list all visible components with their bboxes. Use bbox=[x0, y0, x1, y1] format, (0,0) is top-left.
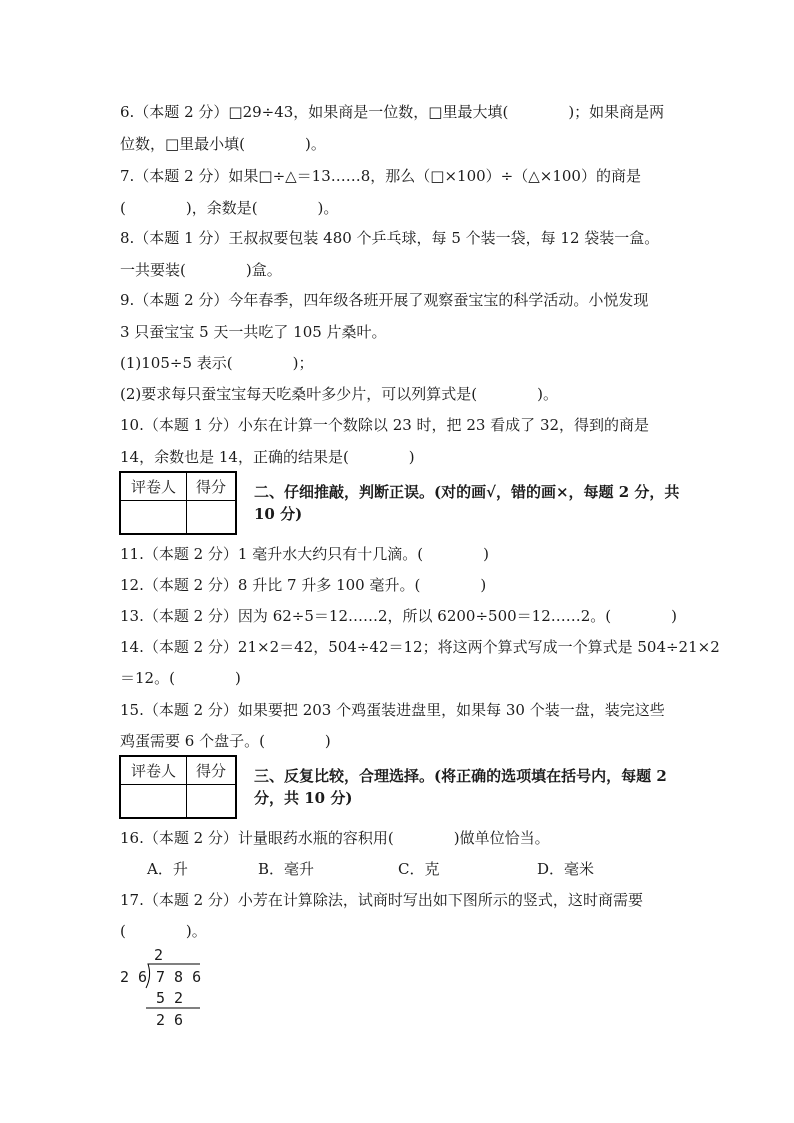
section-title-3: 三、反复比较，合理选择。(将正确的选项填在括号内，每题 2 分，共 10 分) bbox=[254, 767, 667, 807]
reviewer-label: 评卷人 bbox=[121, 757, 187, 785]
question-line: 10.（本题 1 分）小东在计算一个数除以 23 时，把 23 看成了 32，得到的商是 bbox=[120, 416, 650, 434]
question-line: 位数，□里最小填( )。 bbox=[120, 135, 326, 153]
divisor: 2 6 bbox=[120, 968, 148, 986]
reviewer-cell[interactable] bbox=[121, 501, 187, 533]
product: 5 2 bbox=[156, 989, 184, 1007]
question-line: 3 只蚕宝宝 5 天一共吃了 105 片桑叶。 bbox=[120, 323, 387, 341]
question-line: 14，余数也是 14，正确的结果是( ) bbox=[120, 448, 415, 466]
question-line: 一共要装( )盒。 bbox=[120, 261, 282, 279]
question-line: 6.（本题 2 分）□29÷43，如果商是一位数，□里最大填( )；如果商是两 bbox=[120, 103, 665, 121]
choice-option[interactable]: D．毫米 bbox=[537, 860, 595, 878]
quotient: 2 bbox=[154, 946, 164, 964]
grader-table-2 bbox=[119, 755, 237, 819]
reviewer-cell[interactable] bbox=[121, 785, 187, 817]
question-line: ( )。 bbox=[120, 922, 207, 940]
question-line: 15.（本题 2 分）如果要把 203 个鸡蛋装进盘里，如果每 30 个装一盘，装完这些 bbox=[120, 701, 665, 719]
question-line: (1)105÷5 表示( )； bbox=[120, 354, 314, 372]
question-line: (2)要求每只蚕宝宝每天吃桑叶多少片，可以列算式是( )。 bbox=[120, 385, 558, 403]
question-line: ＝12。( ) bbox=[120, 669, 241, 687]
question-line: 11.（本题 2 分）1 毫升水大约只有十几滴。( ) bbox=[120, 545, 489, 563]
long-division-figure bbox=[118, 944, 218, 1034]
question-line: 17.（本题 2 分）小芳在计算除法，试商时写出如下图所示的竖式，这时商需要 bbox=[120, 891, 643, 909]
question-line: 12.（本题 2 分）8 升比 7 升多 100 毫升。( ) bbox=[120, 576, 487, 594]
question-line: 鸡蛋需要 6 个盘子。( ) bbox=[120, 732, 331, 750]
question-line: ( )，余数是( )。 bbox=[120, 199, 339, 217]
score-cell[interactable] bbox=[187, 785, 235, 817]
dividend: 7 8 6 bbox=[156, 968, 202, 986]
question-line: 13.（本题 2 分）因为 62÷5＝12……2，所以 6200÷500＝12……2。( ) bbox=[120, 607, 678, 625]
remainder: 2 6 bbox=[156, 1011, 184, 1029]
score-label: 得分 bbox=[187, 473, 235, 501]
question-line: 14.（本题 2 分）21×2＝42，504÷42＝12；将这两个算式写成一个算式是 504÷21×2 bbox=[120, 638, 720, 656]
reviewer-label: 评卷人 bbox=[121, 473, 187, 501]
score-cell[interactable] bbox=[187, 501, 235, 533]
question-line: 9.（本题 2 分）今年春季，四年级各班开展了观察蚕宝宝的科学活动。小悦发现 bbox=[120, 291, 649, 309]
question-line: 7.（本题 2 分）如果□÷△＝13……8，那么（□×100）÷（△×100）的商是 bbox=[120, 167, 641, 185]
question-line: 8.（本题 1 分）王叔叔要包装 480 个乒乓球，每 5 个装一袋，每 12 袋装一盒。 bbox=[120, 229, 660, 247]
choice-option[interactable]: A．升 bbox=[147, 860, 188, 878]
choice-option[interactable]: C．克 bbox=[398, 860, 440, 878]
section-title-2: 二、仔细推敲，判断正误。(对的画√，错的画×，每题 2 分，共 10 分) bbox=[254, 483, 680, 523]
question-line: 16.（本题 2 分）计量眼药水瓶的容积用( )做单位恰当。 bbox=[120, 829, 550, 847]
score-label: 得分 bbox=[187, 757, 235, 785]
grader-table-1 bbox=[119, 471, 237, 535]
choice-option[interactable]: B．毫升 bbox=[258, 860, 315, 878]
